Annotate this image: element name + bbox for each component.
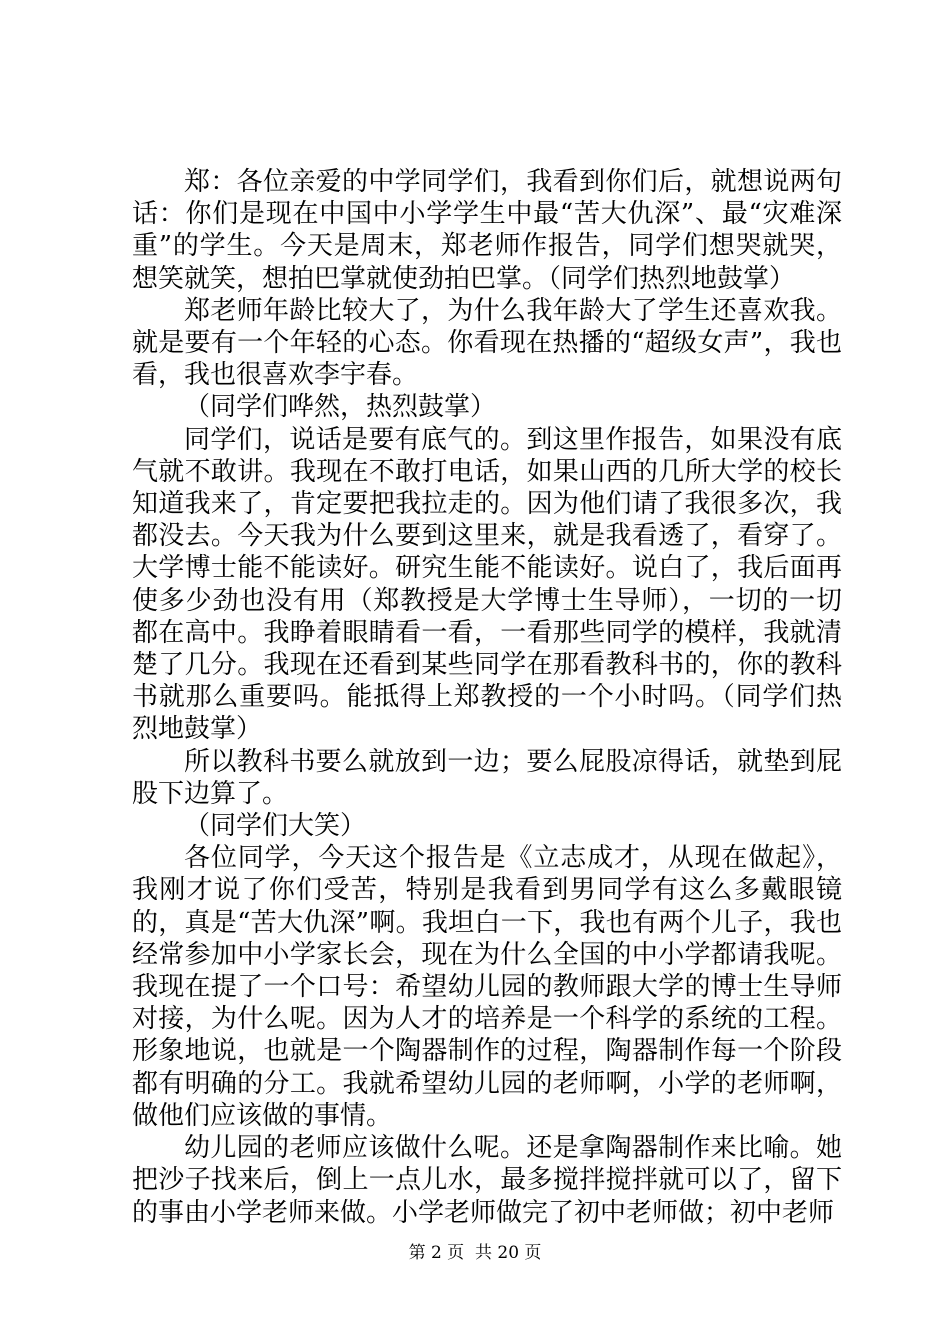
paragraph-1: 郑：各位亲爱的中学同学们，我看到你们后，就想说两句话：你们是现在中国中小学学生中最“苦大仇深”、最“灾难深重”的学生。今天是周末，郑老师作报告，同学们想哭就哭，想笑就笑，想拍巴掌就使劲拍巴掌。（同学们热烈地鼓掌） — [132, 167, 842, 294]
paragraph-8: 幼儿园的老师应该做什么呢。还是拿陶器制作来比喻。她把沙子找来后，倒上一点儿水，最多搅拌搅拌就可以了，留下的事由小学老师来做。小学老师做完了初中老师做；初中老师 — [132, 1133, 842, 1228]
page-footer — [0, 1242, 950, 1264]
paragraph-4: 同学们，说话是要有底气的。到这里作报告，如果没有底气就不敢讲。我现在不敢打电话，如果山西的几所大学的校长知道我来了，肯定要把我拉走的。因为他们请了我很多次，我都没去。今天我为什么要到这里来，就是我看透了，看穿了。大学博士能不能读好。研究生能不能读好。说白了，我后面再使多少劲也没有用（郑教授是大学博士生导师），一切的一切都在高中。我睁着眼睛看一看，一看那些同学的模样，我就清楚了几分。我现在还看到某些同学在那看教科书的，你的教科书就那么重要吗。能抵得上郑教授的一个小时吗。（同学们热烈地鼓掌） — [132, 424, 842, 745]
paragraph-6: （同学们大笑） — [184, 811, 367, 842]
paragraph-2: 郑老师年龄比较大了，为什么我年龄大了学生还喜欢我。就是要有一个年轻的心态。你看现在热播的“超级女声”，我也看，我也很喜欢李宇春。 — [132, 295, 842, 391]
page-number-label: 第 2 页 共 20 页 — [408, 1243, 542, 1263]
paragraph-5: 所以教科书要么就放到一边；要么屁股凉得话，就垫到屁股下边算了。 — [132, 746, 842, 809]
document-body — [132, 166, 842, 1229]
paragraph-7: 各位同学，今天这个报告是《立志成才，从现在做起》，我刚才说了你们受苦，特别是我看到男同学有这么多戴眼镜的，真是“苦大仇深”啊。我坦白一下，我也有两个儿子，我也经常参加中小学家长会，现在为什么全国的中小学都请我呢。我现在提了一个口号：希望幼儿园的教师跟大学的博士生导师对接，为什么呢。因为人才的培养是一个科学的系统的工程。形象地说，也就是一个陶器制作的过程，陶器制作每一个阶段都有明确的分工。我就希望幼儿园的老师啊，小学的老师啊，做他们应该做的事情。 — [132, 843, 842, 1131]
paragraph-3: （同学们哗然，热烈鼓掌） — [184, 392, 497, 423]
